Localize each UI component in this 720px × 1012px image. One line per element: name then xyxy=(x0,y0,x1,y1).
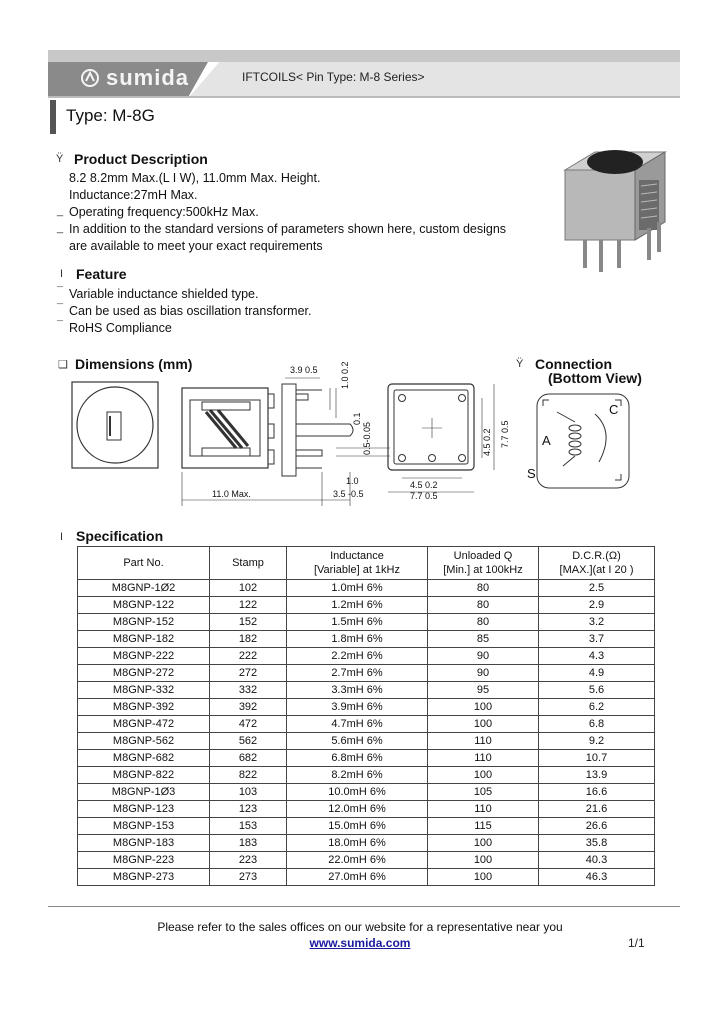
table-cell: M8GNP-272 xyxy=(78,665,210,682)
table-cell: 562 xyxy=(210,733,287,750)
footer-divider xyxy=(48,906,680,907)
table-cell: 100 xyxy=(428,699,539,716)
feature-title: Feature xyxy=(76,266,127,282)
pin-label-s: S xyxy=(527,466,536,481)
table-cell: 80 xyxy=(428,614,539,631)
feature-line: Can be used as bias oscillation transformer. xyxy=(69,304,312,318)
table-cell: M8GNP-122 xyxy=(78,597,210,614)
table-cell: 21.6 xyxy=(539,801,655,818)
dim-label: 0.5-0.05 xyxy=(362,421,372,455)
table-cell: 90 xyxy=(428,648,539,665)
table-cell: 6.8mH 6% xyxy=(287,750,428,767)
table-cell: 100 xyxy=(428,716,539,733)
table-cell: 122 xyxy=(210,597,287,614)
feature-line: Variable inductance shielded type. xyxy=(69,287,259,301)
table-cell: 15.0mH 6% xyxy=(287,818,428,835)
header-divider xyxy=(48,96,680,98)
table-cell: 18.0mH 6% xyxy=(287,835,428,852)
table-cell: M8GNP-392 xyxy=(78,699,210,716)
table-row xyxy=(78,580,655,597)
footer-note: Please refer to the sales offices on our website for a representative near you xyxy=(157,920,563,934)
table-cell: 682 xyxy=(210,750,287,767)
pin-label-c: C xyxy=(609,402,619,417)
table-cell: 110 xyxy=(428,750,539,767)
table-cell: 100 xyxy=(428,835,539,852)
table-row xyxy=(78,801,655,818)
table-cell: M8GNP-223 xyxy=(78,852,210,869)
table-cell: M8GNP-682 xyxy=(78,750,210,767)
table-cell: 153 xyxy=(210,818,287,835)
table-cell: 3.3mH 6% xyxy=(287,682,428,699)
website-link[interactable]: www.sumida.com xyxy=(309,936,411,950)
table-cell: 103 xyxy=(210,784,287,801)
table-row xyxy=(78,835,655,852)
dim-label: 3.9 0.5 xyxy=(290,365,318,375)
dim-label: 4.5 0.2 xyxy=(482,428,492,456)
connection-title: Connection xyxy=(535,356,612,372)
table-cell: 223 xyxy=(210,852,287,869)
table-row xyxy=(78,716,655,733)
product-description-line: Operating frequency:500kHz Max. xyxy=(69,205,259,219)
table-cell: 102 xyxy=(210,580,287,597)
table-row xyxy=(78,818,655,835)
table-cell: 183 xyxy=(210,835,287,852)
feature-line: RoHS Compliance xyxy=(69,321,172,335)
table-cell: 9.2 xyxy=(539,733,655,750)
table-cell: 332 xyxy=(210,682,287,699)
table-cell: M8GNP-182 xyxy=(78,631,210,648)
table-row xyxy=(78,648,655,665)
table-cell: 1.0mH 6% xyxy=(287,580,428,597)
table-cell: 3.9mH 6% xyxy=(287,699,428,716)
table-cell: 27.0mH 6% xyxy=(287,869,428,886)
product-description-line: 8.2 8.2mm Max.(L I W), 11.0mm Max. Height. xyxy=(69,171,321,185)
table-cell: 152 xyxy=(210,614,287,631)
table-row xyxy=(78,750,655,767)
dim-label: 7.7 0.5 xyxy=(410,491,438,501)
table-cell: 100 xyxy=(428,852,539,869)
table-cell: 3.7 xyxy=(539,631,655,648)
table-cell: 80 xyxy=(428,580,539,597)
table-row xyxy=(78,733,655,750)
section-bullet-icon: I xyxy=(60,531,64,543)
table-cell: 110 xyxy=(428,733,539,750)
table-cell: 46.3 xyxy=(539,869,655,886)
dim-label: 4.5 0.2 xyxy=(410,480,438,490)
table-cell: 272 xyxy=(210,665,287,682)
table-row xyxy=(78,869,655,886)
table-cell: 182 xyxy=(210,631,287,648)
table-cell: 3.2 xyxy=(539,614,655,631)
table-cell: 6.2 xyxy=(539,699,655,716)
table-cell: 8.2mH 6% xyxy=(287,767,428,784)
table-cell: 5.6mH 6% xyxy=(287,733,428,750)
list-bullet-icon: _ xyxy=(57,222,64,234)
product-description-line: Inductance:27mH Max. xyxy=(69,188,198,202)
list-bullet-icon: ¯ xyxy=(57,303,64,315)
table-cell: 80 xyxy=(428,597,539,614)
logo-mark-icon xyxy=(80,68,100,88)
table-cell: M8GNP-152 xyxy=(78,614,210,631)
brand-name: sumida xyxy=(106,65,190,90)
table-cell: 1.8mH 6% xyxy=(287,631,428,648)
section-bullet-icon: Ÿ xyxy=(516,358,524,370)
dim-label: 3.5 -0.5 xyxy=(333,489,364,499)
sumida-logo xyxy=(80,64,189,92)
column-header: Unloaded Q [Min.] at 100kHz xyxy=(428,547,539,580)
table-cell: M8GNP-1Ø3 xyxy=(78,784,210,801)
table-cell: 35.8 xyxy=(539,835,655,852)
table-cell: 822 xyxy=(210,767,287,784)
table-cell: 2.2mH 6% xyxy=(287,648,428,665)
table-row xyxy=(78,852,655,869)
table-cell: 1.5mH 6% xyxy=(287,614,428,631)
table-cell: 100 xyxy=(428,767,539,784)
table-cell: M8GNP-1Ø2 xyxy=(78,580,210,597)
dim-label: 11.0 Max. xyxy=(212,489,251,499)
table-cell: 392 xyxy=(210,699,287,716)
table-cell: 90 xyxy=(428,665,539,682)
table-cell: 5.6 xyxy=(539,682,655,699)
table-cell: 4.3 xyxy=(539,648,655,665)
table-header-row xyxy=(78,547,655,580)
table-row xyxy=(78,682,655,699)
table-cell: 222 xyxy=(210,648,287,665)
table-cell: 10.0mH 6% xyxy=(287,784,428,801)
connection-subtitle: (Bottom View) xyxy=(548,370,642,386)
table-cell: 2.9 xyxy=(539,597,655,614)
table-cell: 40.3 xyxy=(539,852,655,869)
table-row xyxy=(78,597,655,614)
specification-title: Specification xyxy=(76,528,164,544)
section-bullet-icon: ❑ xyxy=(58,359,68,371)
type-marker xyxy=(50,100,56,134)
table-cell: M8GNP-472 xyxy=(78,716,210,733)
table-cell: 4.9 xyxy=(539,665,655,682)
dim-label: 7.7 0.5 xyxy=(500,420,510,448)
table-row xyxy=(78,784,655,801)
table-cell: 6.8 xyxy=(539,716,655,733)
page-number: 1/1 xyxy=(628,936,645,950)
table-cell: 22.0mH 6% xyxy=(287,852,428,869)
table-cell: M8GNP-332 xyxy=(78,682,210,699)
table-cell: 472 xyxy=(210,716,287,733)
table-cell: 2.5 xyxy=(539,580,655,597)
table-row xyxy=(78,665,655,682)
column-header: Part No. xyxy=(78,547,210,580)
table-cell: 110 xyxy=(428,801,539,818)
pin-label-a: A xyxy=(542,433,551,448)
table-cell: 16.6 xyxy=(539,784,655,801)
specification-table xyxy=(77,546,655,886)
product-description-line: are available to meet your exact requirements xyxy=(69,239,323,253)
table-cell: M8GNP-822 xyxy=(78,767,210,784)
table-cell: 105 xyxy=(428,784,539,801)
table-cell: M8GNP-123 xyxy=(78,801,210,818)
product-description-title: Product Description xyxy=(74,151,208,167)
table-row xyxy=(78,767,655,784)
table-cell: 2.7mH 6% xyxy=(287,665,428,682)
page-title: Type: M-8G xyxy=(66,106,155,125)
header-band-top xyxy=(48,50,680,62)
table-cell: 115 xyxy=(428,818,539,835)
table-row xyxy=(78,631,655,648)
table-cell: 1.2mH 6% xyxy=(287,597,428,614)
section-bullet-icon: I xyxy=(60,268,64,280)
table-cell: 95 xyxy=(428,682,539,699)
table-cell: M8GNP-562 xyxy=(78,733,210,750)
list-bullet-icon: ¯ xyxy=(57,286,64,298)
list-bullet-icon: _ xyxy=(57,205,64,217)
table-cell: M8GNP-153 xyxy=(78,818,210,835)
table-cell: 4.7mH 6% xyxy=(287,716,428,733)
list-bullet-icon: ¯ xyxy=(57,320,64,332)
dim-label: 1.0 xyxy=(346,476,359,486)
dimensions-title: Dimensions (mm) xyxy=(75,356,193,372)
dim-label: 0.1 xyxy=(352,412,362,425)
table-cell: M8GNP-273 xyxy=(78,869,210,886)
table-cell: 26.6 xyxy=(539,818,655,835)
table-cell: 13.9 xyxy=(539,767,655,784)
table-cell: 273 xyxy=(210,869,287,886)
series-title: IFTCOILS< Pin Type: M-8 Series> xyxy=(242,70,425,84)
column-header: Stamp xyxy=(210,547,287,580)
table-cell: 10.7 xyxy=(539,750,655,767)
product-photo xyxy=(555,140,675,280)
table-cell: 100 xyxy=(428,869,539,886)
column-header: Inductance [Variable] at 1kHz xyxy=(287,547,428,580)
product-description-line: In addition to the standard versions of parameters shown here, custom designs xyxy=(69,222,507,236)
table-cell: M8GNP-222 xyxy=(78,648,210,665)
table-cell: 12.0mH 6% xyxy=(287,801,428,818)
column-header: D.C.R.(Ω) [MAX.](at I 20 ) xyxy=(539,547,655,580)
table-row xyxy=(78,699,655,716)
table-cell: 85 xyxy=(428,631,539,648)
section-bullet-icon: Ÿ xyxy=(56,153,64,165)
table-cell: M8GNP-183 xyxy=(78,835,210,852)
dim-label: 1.0 0.2 xyxy=(340,361,350,389)
table-cell: 123 xyxy=(210,801,287,818)
table-row xyxy=(78,614,655,631)
